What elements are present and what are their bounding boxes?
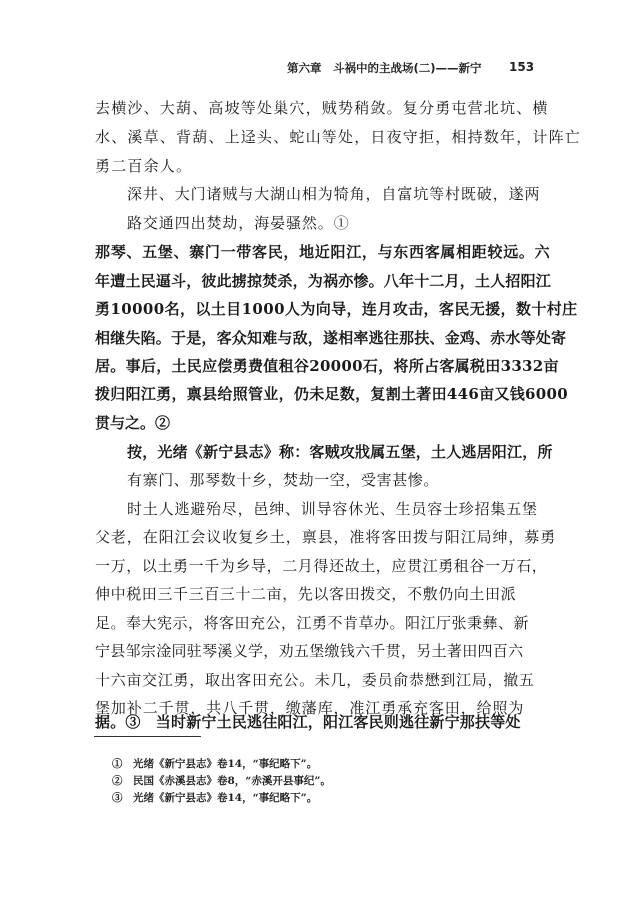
body-line: 年遭土民逼斗，彼此掳掠焚杀，为祸亦惨。八年十二月，土人招阳江 [95,272,552,290]
body-line: 去横沙、大葫、高坡等处巢穴，贼势稍敛。复分勇屯营北坑、横 [95,99,549,117]
body-line: 拨归阳江勇，禀县给照管业，仍未足数，复割土著田446亩又钱6000 [95,385,568,403]
body-line: 贯与之。② [95,414,171,432]
body-line: 足。奉大宪示，将客田充公，江勇不肯草办。阳江厅张秉彝、新 [95,614,530,632]
body-line: 按，光绪《新宁县志》称：客贼攻戕属五堡，土人逃居阳江，所 [127,443,553,461]
page-number: 153 [509,60,535,74]
body-line: 有寨门、那琴数十乡，焚劫一空，受害甚惨。 [127,471,440,489]
body-line: 居。事后，土民应偿勇费值租谷20000石，将所占客属税田3332亩 [95,357,559,375]
body-line: 父老，在阳江会议收复乡土，禀县，准将客田拨与阳江局绅，募勇 [95,528,557,546]
chapter-title: 第六章 斗祸中的主战场(二)——新宁 [287,61,482,75]
body-line: 一万，以土勇一千为乡导，二月得还故土，应贯江勇租谷一万石， [95,557,548,575]
body-line: 那琴、五堡、寨门一带客民，地近阳江，与东西客属相距较远。六 [95,243,551,261]
body-line: 水、溪草、背葫、上迳头、蛇山等处，日夜守拒，相持数年，计阵亡 [95,128,582,146]
body-line: 勇二百余人。 [95,157,193,175]
footnote-divider [94,736,201,737]
body-line: 时土人逃避殆尽，邑绅、训导容休光、生员容士珍招集五堡 [127,500,538,518]
body-line: 伸中税田三千三百三十二亩，先以客田拨交，不敷仍向土田派 [95,585,517,603]
body-line: 堡加补二千贯，共八千贯，缴藩库，准江勇承充客田，给照为 [95,699,525,717]
body-line: 深井、大门诸贼与大湖山相为犄角，自富坑等村既破，遂两 [127,185,541,203]
body-line: 勇10000名，以土目1000人为向导，连月攻击，客民无援，数十村庄 [95,300,578,318]
body-line: 相继失陷。于是，客众知难与敌，遂相率逃往那扶、金鸡、赤水等处寄 [95,329,567,347]
body-line: 十六亩交江勇，取出客田充公。未几，委员俞恭懋到江局，撤五 [95,671,535,689]
footnote: ③ 光绪《新宁县志》卷14，“事纪略下”。 [112,792,318,804]
footnote: ① 光绪《新宁县志》卷14，“事纪略下”。 [112,758,318,770]
footnote: ② 民国《赤溪县志》卷8，“赤溪开县事纪”。 [112,775,331,787]
body-line: 宁县邹宗淦同驻琴溪义学，劝五堡缴钱六千贯，另土著田四百六 [95,642,524,660]
body-line: 据。③ 当时新宁土民逃往阳江，阳江客民则逃往新宁那扶等处 [95,713,521,731]
body-line: 路交通四出焚劫，海晏骚然。① [127,214,350,232]
